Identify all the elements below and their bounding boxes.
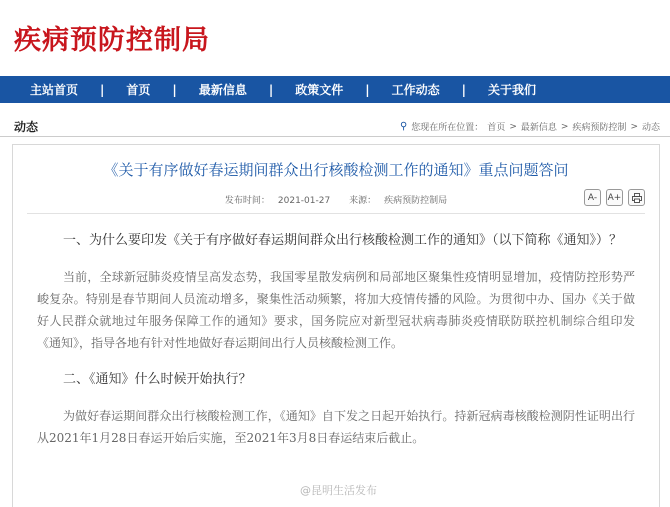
main-nav [0,76,670,103]
date-label: 发布时间： [224,196,270,206]
breadcrumb-sep: > [630,121,638,132]
answer-1: 当前，全球新冠肺炎疫情呈高发态势，我国零星散发病例和局部地区聚集性疫情明显增加，疫情防控形势严峻复杂。特别是春节期间人员流动增多，聚集性活动频繁，将加大疫情传播的风险。为贯彻中办、国办《关于做好人民群众就地过年服务保障工作的通知》要求，国务院应对新型冠状病毒肺炎疫情联防联控机制综合组印发《通知》，指导各地有针对性地做好春运期间出行人员核酸检测工作。 [37,270,635,350]
nav-item-work[interactable]: 工作动态 [391,83,440,97]
breadcrumb-sep: > [560,121,569,132]
article-tools [584,189,645,206]
breadcrumb-latest[interactable]: 最新信息 [520,123,557,133]
section-title: 动态 [14,120,39,134]
breadcrumb-sep: > [509,121,517,132]
nav-separator: | [172,82,177,97]
question-1: 一、为什么要印发《关于有序做好春运期间群众出行核酸检测工作的通知》（以下简称《通知》）？ [63,233,623,248]
article-meta [13,193,659,206]
article-panel [12,144,660,507]
breadcrumb-label: 您现在所在位置： [411,123,484,133]
breadcrumb-current[interactable]: 动态 [641,123,660,133]
breadcrumb [400,120,660,133]
breadcrumb-bar [0,116,670,137]
site-header [0,0,670,70]
title-divider [27,213,645,214]
nav-separator: | [365,82,370,97]
article-body [37,229,635,463]
nav-item-home[interactable]: 首页 [126,83,151,97]
question-2: 二、《通知》什么时候开始执行？ [63,372,252,387]
publish-date: 2021-01-27 [277,196,331,206]
source-label: 来源： [349,196,377,206]
nav-separator: | [268,82,274,97]
print-button[interactable] [628,189,645,206]
nav-item-latest[interactable]: 最新信息 [198,83,247,97]
font-increase-button[interactable]: A+ [606,189,623,206]
nav-item-main-home[interactable]: 主站首页 [30,83,79,97]
nav-item-about[interactable]: 关于我们 [488,83,537,97]
weibo-watermark: @昆明生活发布 [300,484,377,497]
nav-separator: | [461,82,467,97]
article-source: 疾病预防控制局 [384,196,448,206]
location-pin-icon: ⚲ [399,121,408,132]
nav-item-policy[interactable]: 政策文件 [295,83,344,97]
site-logo[interactable]: 疾病预防控制局 [14,25,210,56]
print-icon [632,193,642,203]
breadcrumb-disease-control[interactable]: 疾病预防控制 [572,123,627,133]
article-title: 《关于有序做好春运期间群众出行核酸检测工作的通知》重点问题答问 [103,161,569,179]
font-decrease-button[interactable]: A- [584,189,601,206]
nav-separator: | [100,82,105,97]
answer-2: 为做好春运期间群众出行核酸检测工作，《通知》自下发之日起开始执行。持新冠病毒核酸检测阴性证明出行从2021年1月28日春运开始后实施，至2021年3月8日春运结束后截止。 [37,409,635,445]
breadcrumb-home[interactable]: 首页 [487,123,506,133]
